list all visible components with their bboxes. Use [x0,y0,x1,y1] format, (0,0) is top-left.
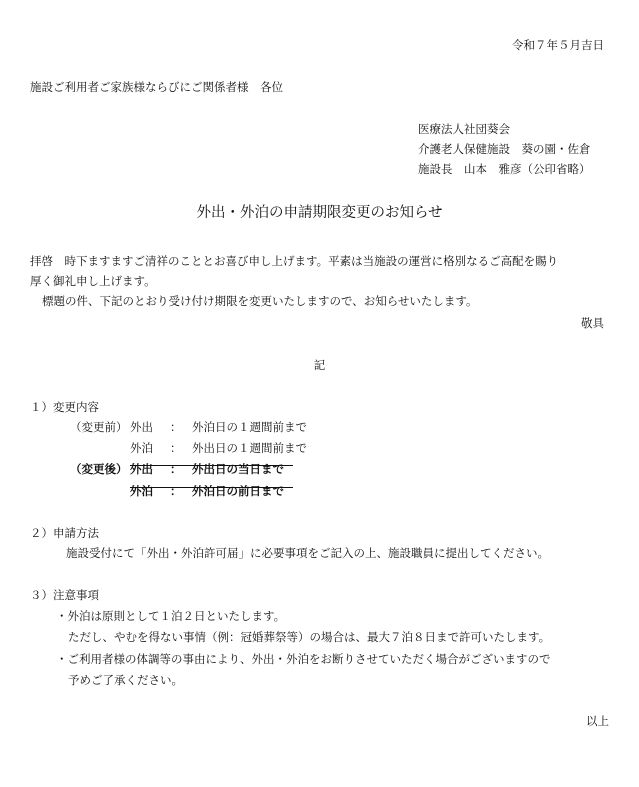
note-bullet-2: ・ご利用者様の体調等の事由により、外出・外泊をお断りさせていただく場合がございますので [56,652,551,666]
ki-label: 記 [313,358,326,372]
section-2-body: 施設受付にて「外出・外泊許可届」に必要事項をご記入の上、施設職員に提出してください。 [66,546,549,560]
before-item-1: 外出 [130,420,153,434]
before-rule-2: 外出日の１週間前まで [192,441,307,455]
after-label: （変更後） [70,462,128,476]
after-colon-1: ： [170,462,182,476]
greeting-line-3: 標題の件、下記のとおり受け付け期限を変更いたしますので、お知らせいたします。 [42,294,478,308]
document-title: 外出・外泊の申請期限変更のお知らせ [196,205,443,221]
section-1-heading: １）変更内容 [30,400,99,414]
sender-organization: 医療法人社団葵会 [418,122,510,136]
after-rule-2: 外泊日の前日まで [192,484,284,498]
after-item-2: 外泊 [130,484,153,498]
section-2-heading: ２）申請方法 [30,526,99,540]
document-date: 令和７年５月吉日 [512,38,604,52]
sender-director: 施設長 山本 雅彦（公印省略） [418,162,591,176]
note-bullet-1-continued: ただし、やむを得ない事情（例：冠婚葬祭等）の場合は、最大７泊８日まで許可いたします。 [68,630,551,644]
after-rule-1: 外出日の当日まで [192,462,284,476]
greeting-line-1: 拝啓 時下ますますご清祥のこととお喜び申し上げます。平素は当施設の運営に格別なるご高配を賜り [30,254,559,268]
before-label: （変更前） [70,420,128,434]
note-bullet-1: ・外泊は原則として１泊２日といたします。 [56,609,286,623]
before-colon-2: ： [170,441,182,455]
closing-ijo: 以上 [586,714,609,728]
before-colon-1: ： [170,420,182,434]
after-item-1: 外出 [130,462,153,476]
before-rule-1: 外泊日の１週間前まで [192,420,307,434]
section-3-heading: ３）注意事項 [30,588,99,602]
after-colon-2: ： [170,484,182,498]
before-item-2: 外泊 [130,441,153,455]
greeting-line-2: 厚く御礼申し上げます。 [30,274,156,288]
closing-keigu: 敬具 [581,316,604,330]
recipient-line: 施設ご利用者ご家族様ならびにご関係者様 各位 [30,80,283,94]
sender-facility: 介護老人保健施設 葵の園・佐倉 [418,142,591,156]
note-bullet-2-continued: 予めご了承ください。 [68,673,183,687]
